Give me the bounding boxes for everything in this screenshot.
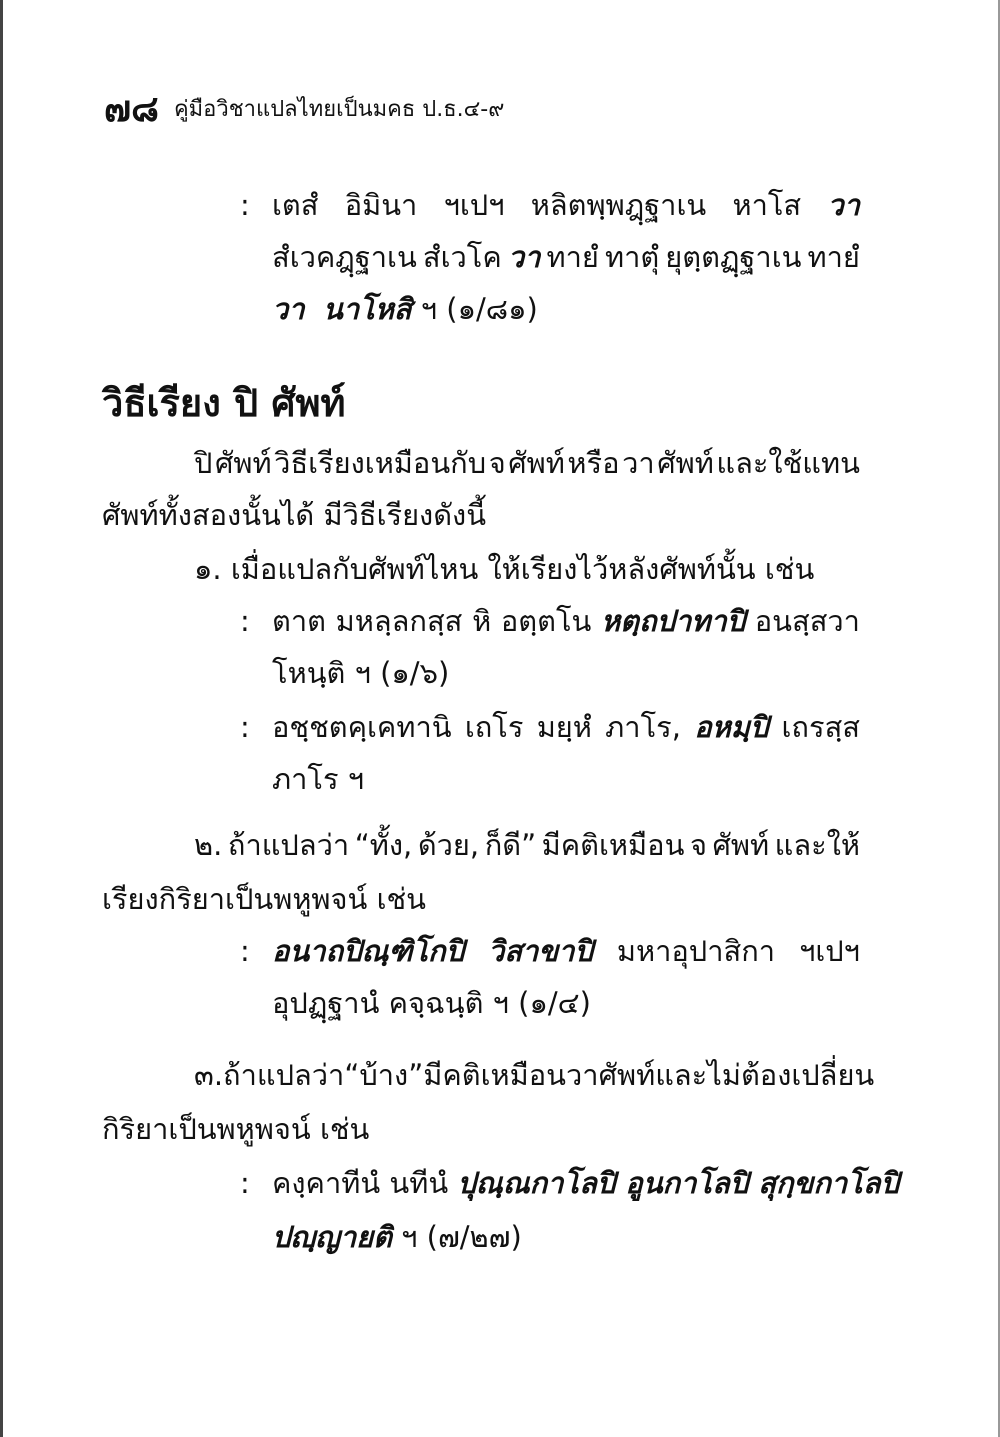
word: ก็ดี” <box>484 828 537 862</box>
pali-word: เถโร <box>464 710 524 744</box>
pali-words-emphasis: ปุณฺณกาโลปิ อูนกาโลปิ สุกฺขกาโลปิ <box>457 1166 899 1200</box>
example-line <box>0 1214 1000 1260</box>
pali-word: มยฺหํ <box>536 710 592 744</box>
pali-word: เถรสฺส <box>781 710 860 744</box>
word: และใช้แทน <box>716 446 860 480</box>
pali-word: มหลฺลกสฺส <box>335 604 463 638</box>
pali-word: หลิตพฺพฎฺฐาเน <box>530 188 707 222</box>
paragraph-line <box>0 492 1000 538</box>
example-text: ภาโร ฯ <box>272 762 365 796</box>
pali-word: ฯเปฯ <box>799 934 860 968</box>
pali-word-emphasis: วา <box>827 188 860 222</box>
pali-word: ฯเปฯ <box>443 188 505 222</box>
pali-word-emphasis: วิสาขาปิ <box>488 934 593 968</box>
rule-text: ๑. เมื่อแปลกับศัพท์ไหน ให้เรียงไว้หลังศัพท์นั้น เช่น <box>194 552 815 586</box>
example-text <box>272 1214 522 1260</box>
pali-word-emphasis: นาโหสิ <box>323 292 412 326</box>
word: หรือ <box>567 446 620 480</box>
pali-word: เตสํ <box>272 188 319 222</box>
pali-word: หาโส <box>732 188 802 222</box>
pali-word-emphasis: หตฺถปาทาปิ <box>601 604 746 638</box>
word: “ทั้ง, <box>354 828 413 862</box>
pali-word-emphasis: ปญฺญายติ <box>272 1220 392 1254</box>
word: วา <box>565 1058 599 1092</box>
rule-title <box>0 1052 1000 1098</box>
word: วา <box>622 446 655 480</box>
paragraph-text: ศัพท์ทั้งสองนั้นได้ มีวิธีเรียงดังนี้ <box>102 498 487 532</box>
pali-word-emphasis: วา <box>272 292 305 326</box>
pali-words: คงฺคาทีนํ นทีนํ <box>272 1166 458 1200</box>
example-line <box>0 650 1000 696</box>
rule-title <box>0 822 1000 868</box>
paragraph-text: เรียงกิริยาเป็นพหูพจน์ เช่น <box>102 882 426 916</box>
word: ๓. <box>194 1058 224 1092</box>
pali-word: อตฺตโน <box>500 604 592 638</box>
section-heading: วิธีเรียง ปิ ศัพท์ <box>102 381 346 425</box>
example-text <box>272 1160 899 1206</box>
pali-word: ยุตฺตฏฺฐาเน <box>665 240 802 274</box>
example-line <box>0 234 1000 280</box>
example-line <box>0 1160 1000 1206</box>
paragraph-line <box>0 440 1000 486</box>
colon-mark: : <box>240 710 250 744</box>
word: และไม่ต้องเปลี่ยน <box>655 1058 875 1092</box>
pali-word: มหาอุปาสิกา <box>616 934 776 968</box>
pali-word: ทาตุํ <box>604 240 660 274</box>
pali-word: ทายํ <box>807 240 860 274</box>
pali-word: สํเวโค <box>422 240 502 274</box>
example-text: อุปฏฺฐานํ คจฺฉนฺติ ฯ (๑/๔) <box>272 986 591 1020</box>
colon-mark: : <box>240 188 250 222</box>
pali-word: อชฺชตคฺเคทานิ <box>272 710 452 744</box>
running-header <box>104 80 504 137</box>
colon-mark: : <box>240 604 250 638</box>
word: วิธีเรียงเหมือนกับ <box>274 446 487 480</box>
pali-word: หิ <box>472 604 492 638</box>
example-line <box>0 756 1000 802</box>
pali-word-emphasis: อหมฺปิ <box>694 710 769 744</box>
book-title: คู่มือวิชาแปลไทยเป็นมคธ ป.ธ.๔-๙ <box>173 97 505 122</box>
example-text <box>272 286 538 332</box>
example-line <box>0 704 1000 750</box>
word: มีคติเหมือน <box>423 1058 566 1092</box>
pali-word-emphasis: วา <box>507 240 541 274</box>
reference: ฯ (๑/๘๑) <box>411 292 538 326</box>
example-text: โหนฺติ ฯ (๑/๖) <box>272 656 450 690</box>
word: ถ้าแปลว่า <box>227 828 350 862</box>
word: ศัพท์ <box>508 446 565 480</box>
word: ด้วย, <box>417 828 480 862</box>
word: ถ้าแปลว่า <box>223 1058 345 1092</box>
page-number: ๗๘ <box>104 89 159 130</box>
colon-mark: : <box>240 1166 250 1200</box>
pali-word: อิมินา <box>344 188 418 222</box>
pali-word-emphasis: อนาถปิณฺฑิโกปิ <box>272 934 465 968</box>
example-line <box>0 928 1000 974</box>
example-line <box>0 182 1000 228</box>
word: ศัพท์ <box>598 1058 656 1092</box>
paragraph-text: กิริยาเป็นพหูพจน์ เช่น <box>102 1112 370 1146</box>
pali-word: สํเวคฎฺฐาเน <box>272 240 417 274</box>
word: มีคติเหมือน <box>541 828 685 862</box>
pali-word: ภาโร, <box>605 710 681 744</box>
example-line <box>0 286 1000 332</box>
example-line <box>0 980 1000 1026</box>
paragraph-line <box>0 1106 1000 1152</box>
paragraph-line <box>0 876 1000 922</box>
word: จ <box>689 828 707 862</box>
example-line <box>0 598 1000 644</box>
pali-word: ตาต <box>272 604 326 638</box>
pali-word: อนสฺสวา <box>754 604 860 638</box>
word: ศัพท์ <box>657 446 714 480</box>
word: ศัพท์ <box>712 828 770 862</box>
word: และให้ <box>774 828 860 862</box>
word: จ <box>488 446 506 480</box>
word: ศัพท์ <box>214 446 272 480</box>
reference: ฯ (๗/๒๗) <box>391 1220 522 1254</box>
pali-word: ทายํ <box>546 240 599 274</box>
word: ปิ <box>194 446 213 480</box>
word: “บ้าง” <box>344 1058 424 1092</box>
rule-title <box>0 546 1000 592</box>
colon-mark: : <box>240 934 250 968</box>
word: ๒. <box>194 828 223 862</box>
